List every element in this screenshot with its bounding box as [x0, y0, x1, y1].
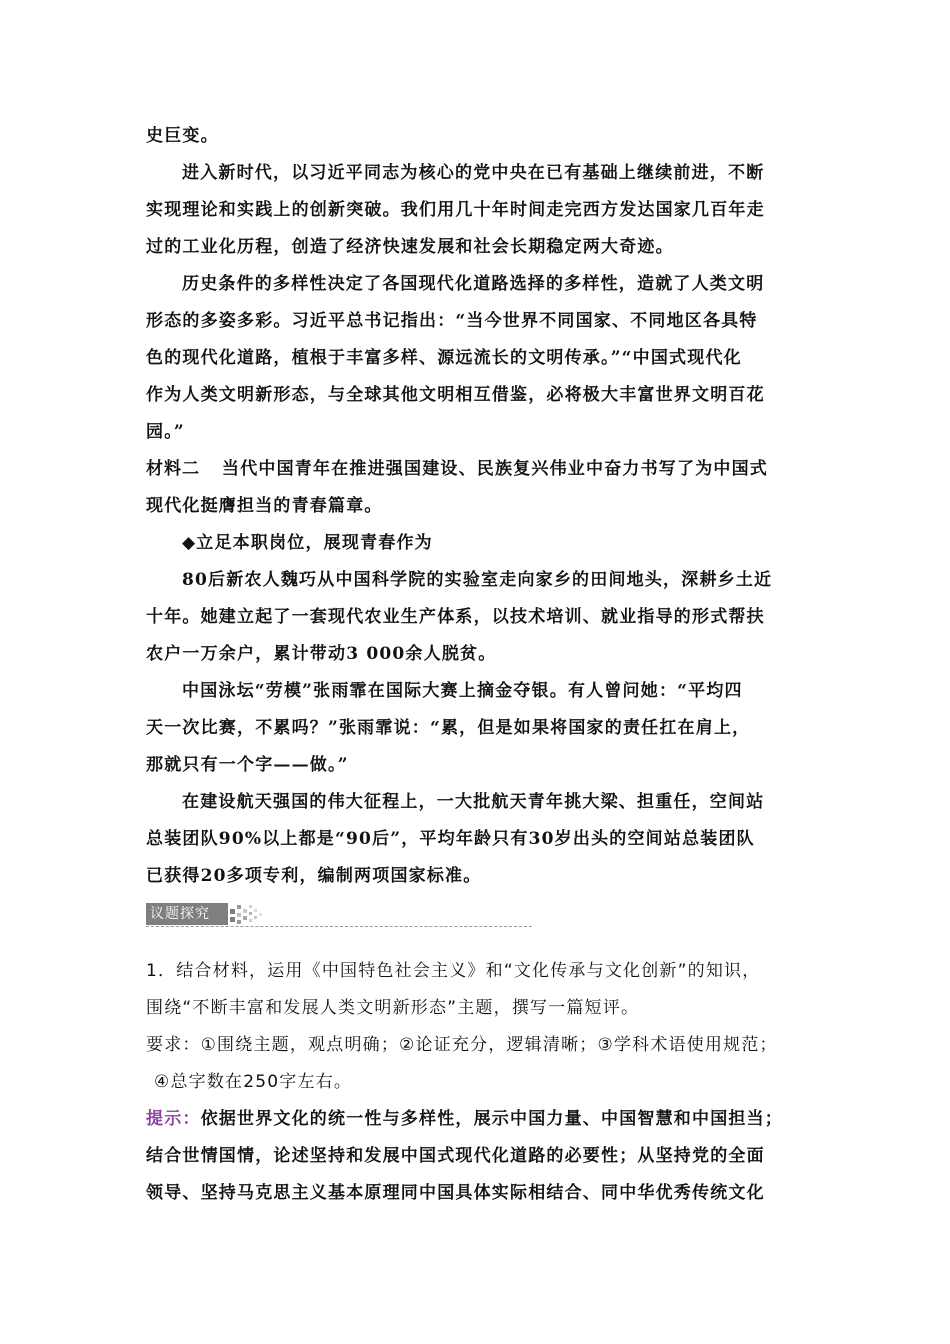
material-two-line: 材料二 当代中国青年在推进强国建设、民族复兴伟业中奋力书写了为中国式	[146, 459, 768, 479]
section-banner	[146, 903, 532, 927]
text-line: 园。”	[146, 422, 185, 442]
hint-line: 提示：依据世界文化的统一性与多样性，展示中国力量、中国智慧和中国担当；	[146, 1109, 784, 1129]
text-line: 史巨变。	[146, 126, 219, 146]
text-line: 中国泳坛“劳模”张雨霏在国际大赛上摘金夺银。有人曾问她：“平均四	[182, 681, 743, 701]
text-line: 在建设航天强国的伟大征程上，一大批航天青年挑大梁、担重任，空间站	[182, 792, 765, 812]
text-line: 农户一万余户，累计带动3 000余人脱贫。	[146, 644, 497, 664]
text-line: 形态的多姿多彩。习近平总书记指出：“当今世界不同国家、不同地区各具特	[146, 311, 758, 331]
text-line: 色的现代化道路，植根于丰富多样、源远流长的文明传承。”“中国式现代化	[146, 348, 742, 368]
text-line: 进入新时代，以习近平同志为核心的党中央在已有基础上继续前进，不断	[182, 163, 765, 183]
question-line: 1．结合材料，运用《中国特色社会主义》和“文化传承与文化创新”的知识，	[146, 961, 761, 981]
mosaic-decoration-icon	[230, 905, 264, 925]
section-divider	[146, 926, 532, 927]
hint-label: 提示：	[146, 1109, 201, 1129]
bullet-heading: ◆立足本职岗位，展现青春作为	[182, 533, 433, 553]
text-line: 那就只有一个字——做。”	[146, 755, 349, 775]
hint-line: 领导、坚持马克思主义基本原理同中国具体实际相结合、同中华优秀传统文化	[146, 1183, 765, 1203]
text-line: 总装团队90%以上都是“90后”，平均年龄只有30岁出头的空间站总装团队	[146, 829, 755, 849]
text-line: 80后新农人魏巧从中国科学院的实验室走向家乡的田间地头，深耕乡土近	[182, 570, 773, 590]
section-banner-title: 议题探究	[146, 903, 228, 925]
text-line: 十年。她建立起了一套现代农业生产体系，以技术培训、就业指导的形式帮扶	[146, 607, 765, 627]
material-two-label: 材料二	[146, 459, 200, 479]
text-line: 天一次比赛，不累吗？”张雨霏说：“累，但是如果将国家的责任扛在肩上，	[146, 718, 751, 738]
text-line: 现代化挺膺担当的青春篇章。	[146, 496, 383, 516]
requirement-line: ④总字数在250字左右。	[154, 1072, 353, 1092]
text-line: 已获得20多项专利，编制两项国家标准。	[146, 866, 482, 886]
text-line: 过的工业化历程，创造了经济快速发展和社会长期稳定两大奇迹。	[146, 237, 674, 257]
text-line: 作为人类文明新形态，与全球其他文明相互借鉴，必将极大丰富世界文明百花	[146, 385, 765, 405]
text-line: 实现理论和实践上的创新突破。我们用几十年时间走完西方发达国家几百年走	[146, 200, 765, 220]
hint-line: 结合世情国情，论述坚持和发展中国式现代化道路的必要性；从坚持党的全面	[146, 1146, 765, 1166]
question-line: 围绕“不断丰富和发展人类文明新形态”主题，撰写一篇短评。	[146, 998, 640, 1018]
text-line: 历史条件的多样性决定了各国现代化道路选择的多样性，造就了人类文明	[182, 274, 765, 294]
requirement-line: 要求：①围绕主题，观点明确；②论证充分，逻辑清晰；③学科术语使用规范；	[146, 1035, 778, 1055]
